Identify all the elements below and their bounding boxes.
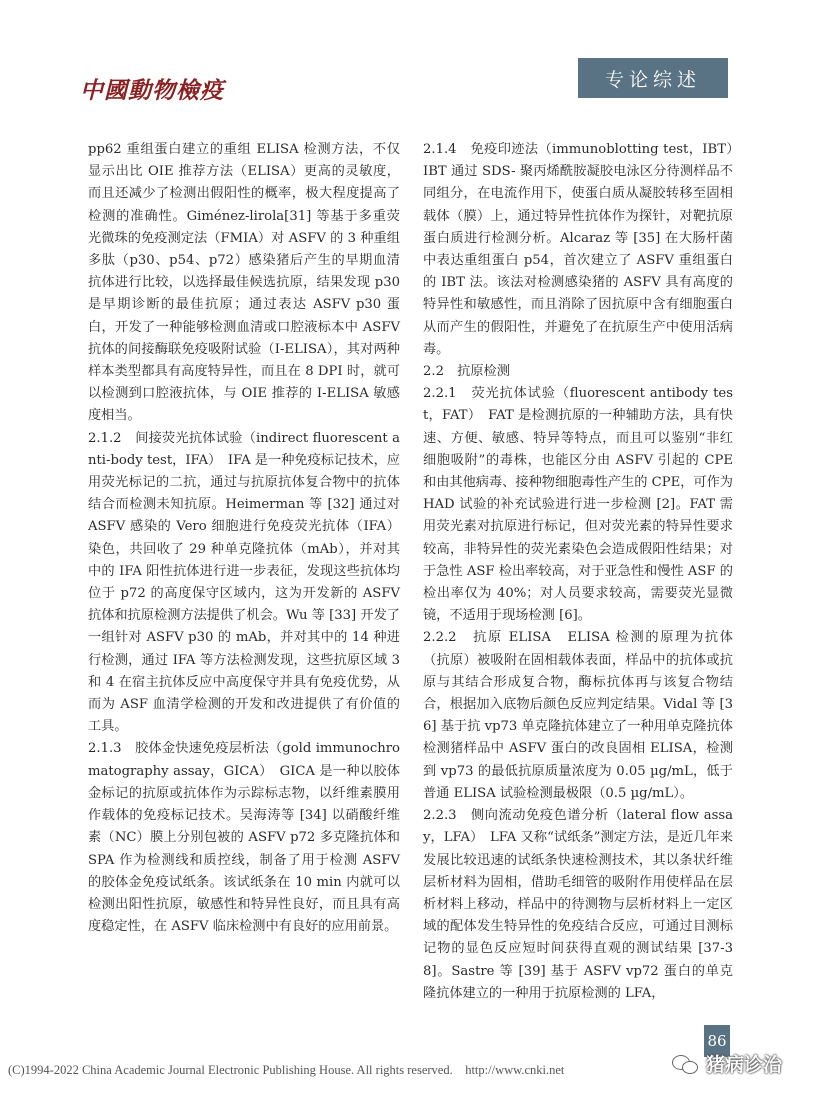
paragraph: 2.1.2 间接荧光抗体试验（indirect fluorescent anti-body test，IFA） IFA 是一种免疫标记技术，应用荧光标记的二抗，通过与抗原抗体复合物中的抗体结合而检测未知抗原。Heimerman 等 [32] 通过对 ASFV 感染的 Vero 细胞进行免疫荧光抗体（IFA）染色，共回收了 29 种单克隆抗体（mAb），并对其中的 IFA 阳性抗体进行进一步表征，发现这些抗体均位于 p72 的高度保守区域内，这为开发新的 ASFV 抗体和抗原检测方法提供了机会。Wu 等 [33] 开发了一组针对 ASFV p30 的 mAb，并对其中的 14 种进行检测，通过 IFA 等方法检测发现，这些抗原区域 3 和 4 在宿主抗体反应中高度保守并具有免疫优势，从而为 ASF 血清学检测的开发和改进提供了有价值的工具。 xyxy=(88,430,400,735)
right-column xyxy=(423,139,747,1005)
journal-logo: 中國動物檢疫 xyxy=(80,77,224,104)
paragraph: 2.2.1 荧光抗体试验（fluorescent antibody test，FAT） FAT 是检测抗原的一种辅助方法，具有快速、方便、敏感、特异等特点，而且可以鉴别“非红细胞吸附”的毒株，也能区分由 ASFV 引起的 CPE 和由其他病毒、接种物细胞毒性产生的 CPE，可作为 HAD 试验的补充试验进行进一步检测 [2]。FAT 需用荧光素对抗原进行标记，但对荧光素的特异性要求较高，非特异性的荧光素染色会造成假阳性结果；对于急性 ASF 检出率较高，对于亚急性和慢性 ASF 的检出率仅为 40%；对人员要求较高，需要荧光显微镜，不适用于现场检测 [6]。 xyxy=(423,386,733,624)
watermark-text: 猪病诊治 xyxy=(706,1054,783,1076)
paragraph: 2.1.4 免疫印迹法（immunoblotting test，IBT） IBT 通过 SDS- 聚丙烯酰胺凝胶电泳区分待测样品不同组分，在电流作用下，使蛋白质从凝胶转移至固相载体（膜）上，通过特异性抗体作为探针，对靶抗原蛋白质进行检测分析。Alcaraz 等 [35] 在大肠杆菌中表达重组蛋白 p54，首次建立了 ASFV 重组蛋白的 IBT 法。该法对检测感染猪的 ASFV 具有高度的特异性和敏感性，而且消除了因抗原中含有细胞蛋白从而产生的假阳性，并避免了在抗原生产中使用活病毒。 xyxy=(423,142,747,357)
page-number: 86 xyxy=(704,1025,730,1057)
copyright-notice: (C)1994-2022 China Academic Journal Electronic Publishing House. All rights reserved. http://www.cnki.net xyxy=(8,1063,565,1077)
watermark xyxy=(672,1050,782,1077)
paragraph: pp62 重组蛋白建立的重组 ELISA 检测方法，不仅显示出比 OIE 推荐方法（ELISA）更高的灵敏度，而且还减少了检测出假阳性的概率，极大程度提高了检测的准确性。Giménez-lirola[31] 等基于多重荧光微珠的免疫测定法（FMIA）对 ASFV 的 3 种重组多肽（p30、p54、p72）感染猪后产生的早期血清抗体进行比较，以选择最佳候选抗原，结果发现 p30 是早期诊断的最佳抗原；通过表达 ASFV p30 蛋白，开发了一种能够检测血清或口腔液标本中 ASFV 抗体的间接酶联免疫吸附试验（I-ELISA），其对两种样本类型都具有高度特异性，而且在 8 DPI 时，就可以检测到口腔液抗体，与 OIE 推荐的 I-ELISA 敏感度相当。 xyxy=(88,142,400,424)
paragraph: 2.2.2 抗原 ELISA ELISA 检测的原理为抗体（抗原）被吸附在固相载体表面，样品中的抗体或抗原与其结合形成复合物，酶标抗体再与该复合物结合，根据加入底物后颜色反应判定结果。Vidal 等 [36] 基于抗 vp73 单克隆抗体建立了一种用单克隆抗体检测猪样品中 ASFV 蛋白的改良固相 ELISA，检测到 vp73 的最低抗原质量浓度为 0.05 µg/mL，低于普通 ELISA 试验检测最极限（0.5 µg/mL）。 xyxy=(423,630,733,801)
paragraph: 2.1.3 胶体金快速免疫层析法（gold immunochromatography assay，GICA） GICA 是一种以胶体金标记的抗原或抗体作为示踪标志物，以纤维素膜用作载体的免疫标记技术。吴海涛等 [34] 以硝酸纤维素（NC）膜上分别包被的 ASFV p72 多克隆抗体和 SPA 作为检测线和质控线，制备了用于检测 ASFV 的胶体金免疫试纸条。该试纸条在 10 min 内就可以检测出阳性抗原，敏感性和特异性良好，而且具有高度稳定性，在 ASFV 临床检测中有良好的应用前景。 xyxy=(88,741,400,935)
section-heading: 2.2 抗原检测 xyxy=(423,364,510,380)
section-label: 专论综述 xyxy=(578,58,728,98)
wechat-icon xyxy=(672,1053,698,1075)
paragraph: 2.2.3 侧向流动免疫色谱分析（lateral flow assay，LFA） LFA 又称“试纸条”测定方法，是近几年来发展比较迅速的试纸条快速检测技术，其以条状纤维层析材料为固相，借助毛细管的吸附作用使样品在层析材料上移动，样品中的待测物与层析材料上一定区域的配体发生特异性的免疫结合反应，可通过目测标记物的显色反应短时间获得直观的测试结果 [37-38]。Sastre 等 [39] 基于 ASFV vp72 蛋白的单克隆抗体建立的一种用于抗原检测的 LFA， xyxy=(423,808,733,1001)
left-column xyxy=(88,139,400,938)
